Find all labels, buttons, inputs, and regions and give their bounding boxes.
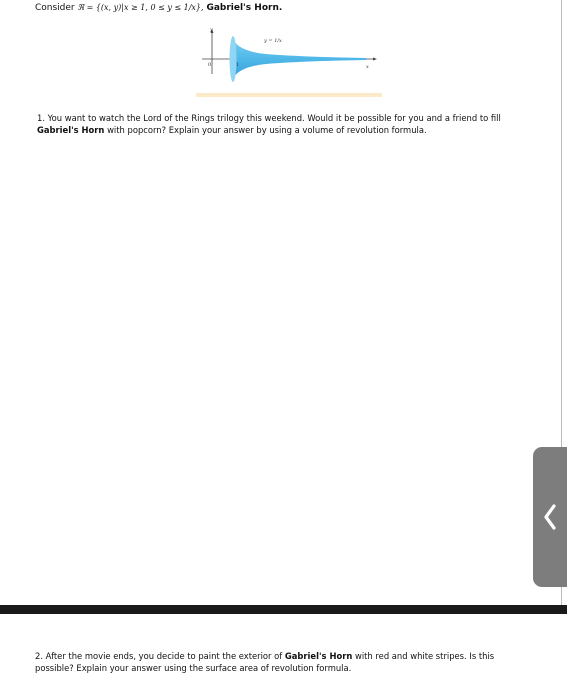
page-divider: [0, 605, 567, 614]
question-1: [37, 112, 537, 136]
y-axis-label: y: [210, 27, 213, 33]
horn-opening: [230, 36, 240, 82]
region-definition: ℜ = {(x, y)|x ≥ 1, 0 ≤ y ≤ 1/x},: [77, 3, 204, 12]
document-page-2: [4, 614, 561, 700]
problem-header: [35, 3, 282, 13]
horn-title: Gabriel's Horn.: [206, 3, 283, 13]
origin-label: 0: [208, 62, 212, 68]
question-2-text-a: 2. After the movie ends, you decide to paint the exterior of: [35, 651, 285, 661]
chevron-left-icon: [542, 503, 558, 531]
question-1-text-a: 1. You want to watch the Lord of the Rings trilogy this weekend. Would it be possible for you and a friend to fill: [37, 113, 501, 123]
curve-label: y = 1/x: [264, 38, 282, 44]
consider-text: Consider: [35, 3, 75, 13]
tick-label-one: 1: [236, 62, 240, 68]
question-1-bold: Gabriel's Horn: [37, 125, 105, 135]
gabriels-horn-figure: [196, 24, 382, 100]
question-2: [35, 650, 535, 674]
horn-solid: [232, 36, 366, 82]
x-axis-label: x: [366, 64, 369, 70]
question-2-text-b: with red and white stripes. Is this possible? Explain your answer using the surface area of revolution formula.: [35, 651, 495, 673]
side-panel-toggle-button[interactable]: [533, 447, 567, 587]
question-1-text-b: with popcorn? Explain your answer by using a volume of revolution formula.: [104, 125, 427, 135]
question-2-bold: Gabriel's Horn: [284, 651, 353, 661]
figure-underline: [196, 93, 382, 97]
document-page-1: [4, 0, 562, 605]
horn-diagram: [196, 24, 382, 100]
